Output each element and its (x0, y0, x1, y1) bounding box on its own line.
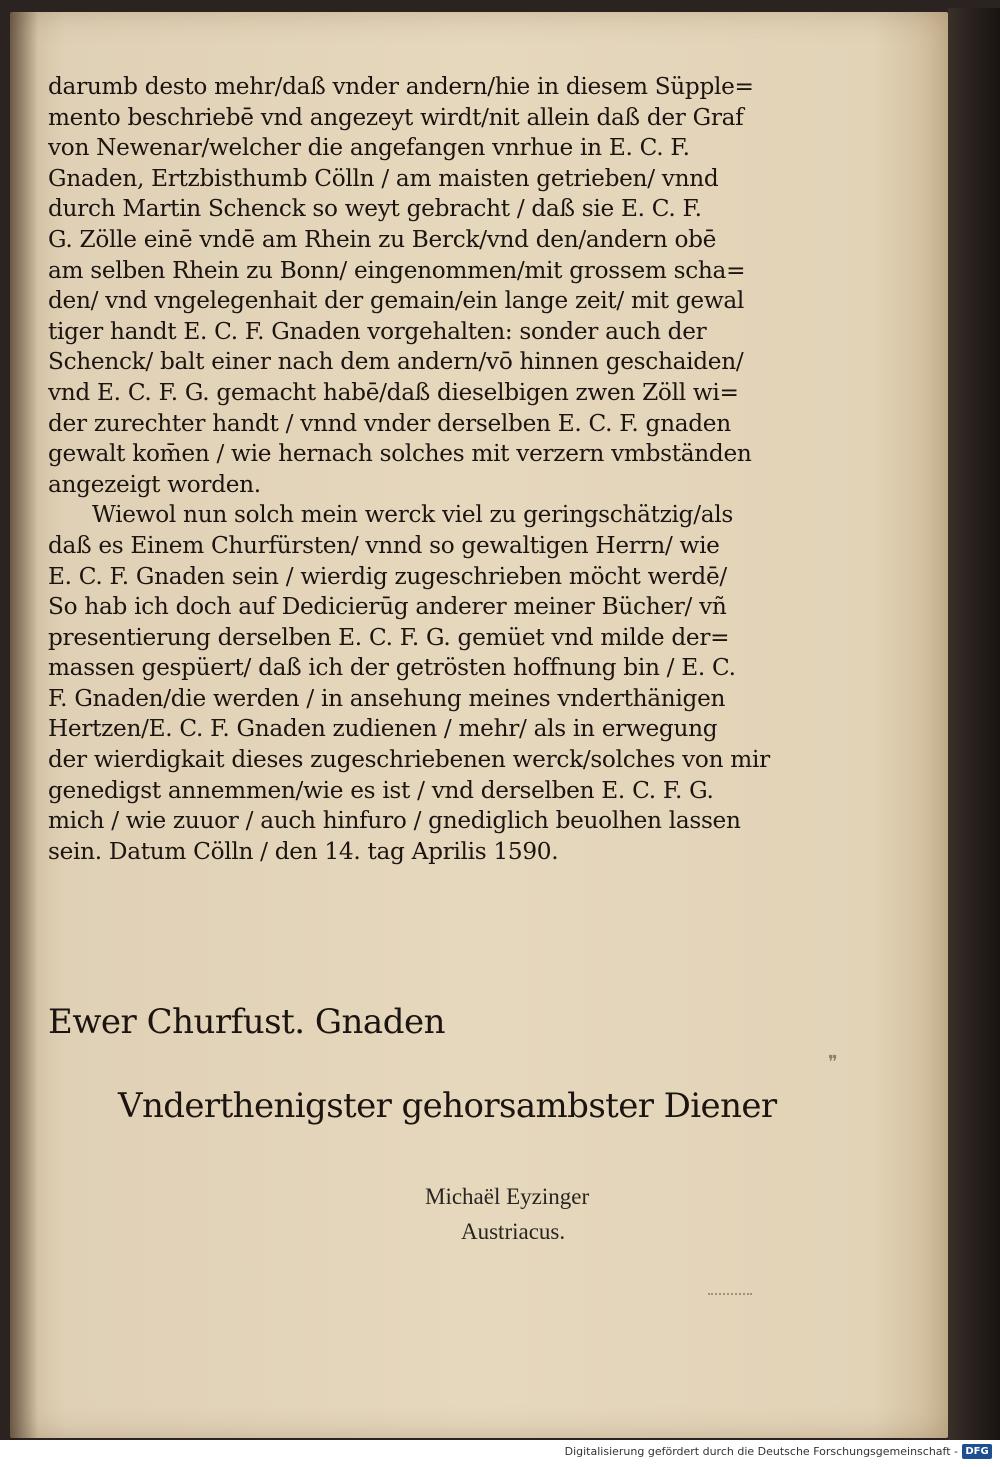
text-line: sein. Datum Cölln / den 14. tag Aprilis 1590. (48, 837, 559, 865)
text-line: der zurechter handt / vnnd vnder derselben E. C. F. gnaden (48, 409, 731, 437)
text-line: F. Gnaden/die werden / in ansehung meines vnderthänigen (48, 684, 726, 712)
signature-name: Michaël Eyzinger (425, 1184, 590, 1209)
text-line: daß es Einem Churfürsten/ vnnd so gewaltigen Herrn/ wie (48, 531, 720, 559)
text-line: Gnaden, Ertzbisthumb Cölln / am maisten getrieben/ vnnd (48, 164, 719, 192)
dfg-logo: DFG (962, 1444, 992, 1459)
footer-bar (0, 1440, 1000, 1467)
text-line: mich / wie zuuor / auch hinfuro / gnediglich beuolhen lassen (48, 807, 741, 835)
text-line: tiger handt E. C. F. Gnaden vorgehalten: sonder auch der (48, 317, 707, 345)
ink-mark: ❞ (828, 1052, 838, 1073)
text-line: gewalt kom̄en / wie hernach solches mit verzern vmbständen (48, 440, 752, 468)
text-line: E. C. F. Gnaden sein / wierdig zugeschrieben möcht werdē/ (48, 562, 727, 590)
signature-origin: Austriacus. (461, 1219, 566, 1244)
text-line: den/ vnd vngelegenhait der gemain/ein lange zeit/ mit gewal (48, 287, 745, 315)
ink-dash (708, 1293, 752, 1297)
text-line-indented: Wiewol nun solch mein werck viel zu geringschätzig/als (92, 501, 733, 529)
text-line: G. Zölle einē vndē am Rhein zu Berck/vnd den/andern obē (48, 225, 717, 253)
text-line: von Newenar/welcher die angefangen vnrhue in E. C. F. (48, 134, 690, 162)
text-line: mento beschriebē vnd angezeyt wirdt/nit allein daß der Graf (48, 103, 744, 131)
text-line: vnd E. C. F. G. gemacht habē/daß dieselbigen zwen Zöll wi= (48, 378, 739, 406)
text-line: durch Martin Schenck so weyt gebracht / daß sie E. C. F. (48, 195, 702, 223)
footer-credit: Digitalisierung gefördert durch die Deutsche Forschungsgemeinschaft - (564, 1445, 958, 1458)
body-text (48, 72, 776, 867)
closing-greeting: Ewer Churfust. Gnaden (48, 1002, 445, 1042)
text-line: presentierung derselben E. C. F. G. gemüet vnd milde der= (48, 623, 730, 651)
text-line: genedigst annemmen/wie es ist / vnd derselben E. C. F. G. (48, 776, 714, 804)
text-line: So hab ich doch auf Dedicierūg anderer meiner Bücher/ vñ (48, 593, 727, 621)
page-edge-shadow (948, 8, 1000, 1440)
text-line: Schenck/ balt einer nach dem andern/vō hinnen geschaiden/ (48, 348, 744, 376)
text-line: Hertzen/E. C. F. Gnaden zudienen / mehr/ als in erwegung (48, 715, 718, 743)
text-line: der wierdigkait dieses zugeschriebenen werck/solches von mir (48, 746, 770, 774)
closing-servant: Vnderthenigster gehorsambster Diener (118, 1086, 777, 1126)
text-line: darumb desto mehr/daß vnder andern/hie in diesem Süpple= (48, 73, 754, 100)
text-line: angezeigt worden. (48, 470, 261, 498)
text-line: massen gespüert/ daß ich der getrösten hoffnung bin / E. C. (48, 654, 736, 682)
spine-shadow (10, 12, 38, 1452)
text-line: am selben Rhein zu Bonn/ eingenommen/mit grossem scha= (48, 256, 746, 284)
